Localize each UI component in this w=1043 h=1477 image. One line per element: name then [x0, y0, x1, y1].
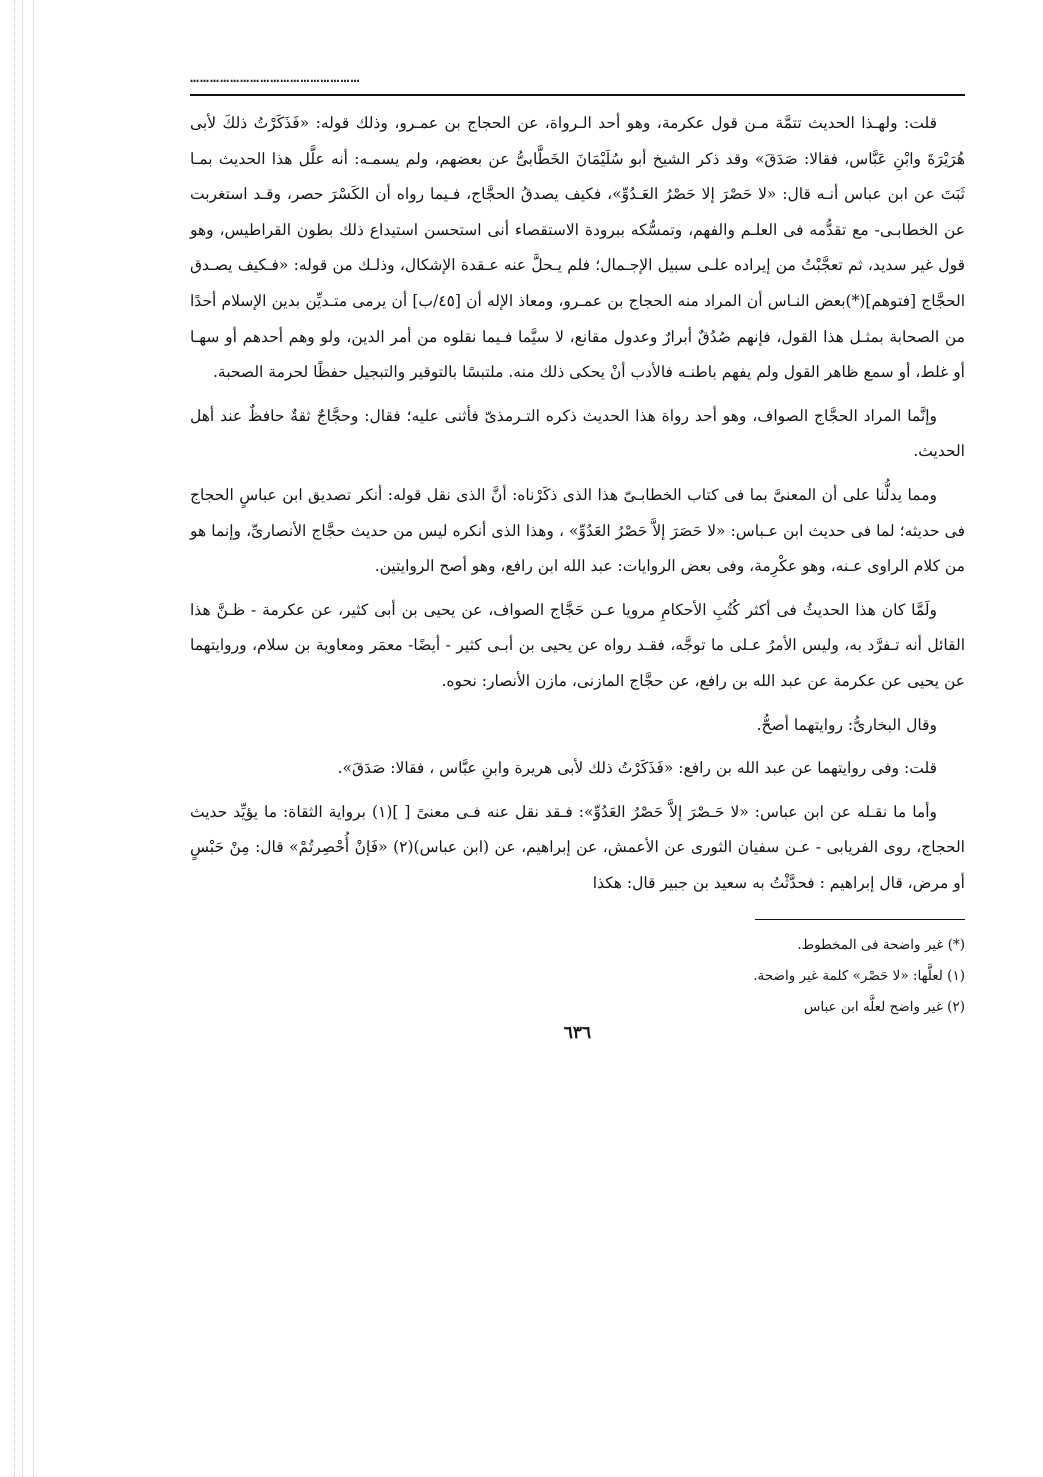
book-page: [190, 68, 965, 1043]
header-dotted-line: ……………………………………………: [190, 68, 361, 86]
footnote-1: (١) لعلَّها: «لا حَصْر» كلمة غير واضحة.: [753, 968, 965, 985]
paragraph-7: وأما ما نقـله عن ابن عباس: «لا حَـصْرَ إلاَّ حَصْرُ العَدُوِّ»: فـقد نقل عنه فـى معنىً [ ](١) برواية الثقاة: ما يؤيِّد حديث الحجاج، روى الفريابى - عـن سفيان الثورى عن الأعمش، عن إبراهيم، عن (ابن عباس)(٢) «فَإنْ أُحْصِرتُمْ» قال: مِنْ حَبْسٍ أو مرض، قال إبراهيم : فحدَّثْتُ به سعيد بن جبير قال: هكذا: [190, 802, 965, 892]
header-rule: [190, 94, 965, 96]
footnote-2: (٢) غير واضح لعلَّه ابن عباس: [803, 999, 965, 1016]
paragraph-5: وقال البخارىُّ: روايتهما أصحُّ.: [756, 715, 937, 734]
paragraph-6: قلت: وفى روايتهما عن عبد الله بن رافع: «فَذَكَرْتُ ذلك لأبى هريرة وابنِ عبَّاس ، فقالا: صَدَقَ».: [337, 759, 937, 778]
page-number: ٦٣٦: [563, 1023, 592, 1044]
footnote-star: (*) غير واضحة فى المخطوط.: [797, 937, 965, 954]
body-text: [190, 106, 965, 901]
paragraph-2: وإنَّما المراد الحجَّاج الصواف، وهو أحد رواة هذا الحديث ذكره التـرمذىّ فأثنى عليه؛ فقال: وحجَّاجٌ ثقةٌ حافظٌ عند أهل الحديث.: [190, 406, 965, 461]
paragraph-4: ولَمَّا كان هذا الحديثُ فى أكثر كُتُبِ الأحكامِ مرويا عـن حَجَّاج الصواف، عن يحيى بن أبى كثير، عن عكرمة - ظـنَّ هذا القائل أنه تـفرَّد به، وليس الأمرُ عـلى ما توجَّه، فقـد رواه عن يحيى بن أبـى كثير - أيضًا- معمَر ومعاوية بن سلام، وروايتهما عن يحيى عن عكرمة عن عبد الله بن رافع، عن حجَّاج المازنى، مازن الأنصار: نحوه.: [190, 600, 965, 690]
paragraph-1: قلت: ولهـذا الحديث تتمَّة مـن قول عكرمة، وهو أحد الـرواة، عن الحجاج بن عمـرو، وذلك قوله: «فَذَكَرْتُ ذلكَ لأبى هُرَيْرَةَ وابْنِ عَبَّاس، فقالا: صَدَقَ» وقد ذكر الشيخ أبو سُلَيْمَانَ الخَطَّابىُّ عن بعضهم، ولم يسمـه: أنه علَّل هذا الحديث بمـا ثَبَتَ عن ابن عباس أنـه قال: «لا حَصْرَ إلا حَصْرُ العَـدُوِّ»، فكيف يصدقُ الحجَّاج، فـيما رواه أن الكَسْرَ حصر، وقـد استغربت عن الخطابـى- مع تقدُّمه فى العلـم والفهم، وتمسُّكه ببرودة الاستقصاء أنى استحسن استيداع ذلك بطون القراطيس، وهو قول غير سديد، ثم تعجَّبْتُ من إيراده علـى سبيل الإجـمال؛ فلم يـحلَّ عنه عـقدة الإشكال، وذلـك من قوله: «فـكيف يصـدق الحجَّاج [فتوهم](*)بعض النـاس أن المراد منه الحجاج بن عمـرو، ومعاذ الإله أن [٤٥/ب] أن يرمى متـديِّن بدين الإسلام أحدًا من الصحابة بمثـل هذا القول، فإنهم صُدُقٌ أبرارٌ وعدول مقانع، لا سيَّما فـيما نقلوه من أمر الدين، ولو وهم أحدهم أو سهـا أو غلط، أو سمع ظاهر القول ولم يفهم باطنـه فالأدب أنْ يحكى ذلك منه. ملتبسًا بالتوقير والتبجيل حفظًا لحرمة الصحبة.: [190, 114, 966, 382]
scan-edge-line: [22, 0, 24, 1477]
footnotes: [190, 930, 965, 1023]
scan-edge-shadow: [14, 0, 34, 1477]
paragraph-3: ومما يدلُّنا على أن المعنىَّ بما فى كتاب الخطابـىّ هذا الذى ذكَرْناه: أنَّ الذى نقل قوله: أنكر تصديق ابن عباسٍ الحجاج فى حديثه؛ لما فى حديث ابن عـباس: «لا حَصَرَ إلاَّ حَصْرُ العَدُوِّ» ، وهذا الذى أنكره ليس من حديث حجَّاج الأنصارىِّ، وإنما هو من كلام الراوى عـنه، وهو عكْرِمة، وفى بعض الروايات: عبد الله ابن رافع، وهو أصح الروايتين.: [190, 485, 965, 576]
footnote-rule: [755, 919, 965, 920]
